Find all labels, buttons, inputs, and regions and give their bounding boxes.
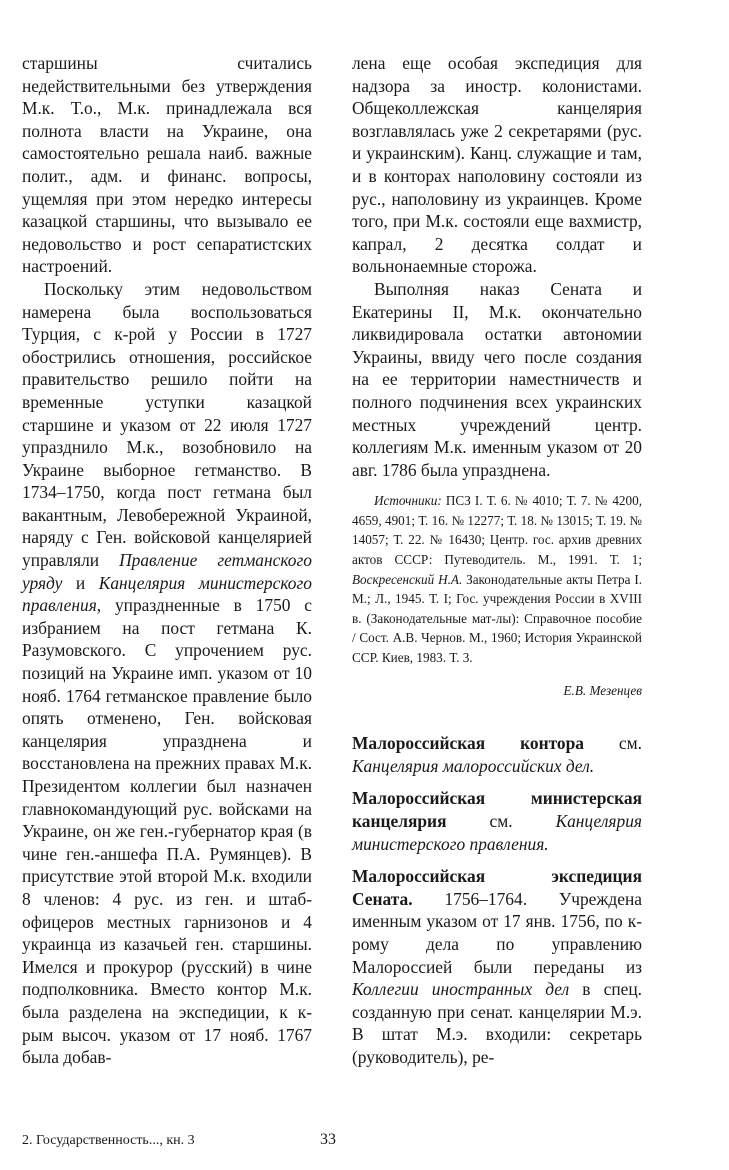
- entry-headword: Малороссийская министерская канцелярия: [352, 788, 642, 831]
- italic-term: Правление гетманского уряду: [22, 550, 312, 593]
- article-author: Е.В. Мезенцев: [563, 682, 642, 698]
- italic-term: Коллегии иностранных дел: [352, 979, 570, 1000]
- entry-headword: Малороссийская контора: [352, 733, 584, 754]
- paragraph: Выполняя наказ Сената и Екатерины II, М.к. окончательно ликвидировала остатки автономии Украины, ввиду чего после создания на ее территории наместничеств и полного подчинения всех украинских местных учреждений центр. коллегиям М.к. именным указом от 20 авг. 1786 была упразднена.: [352, 278, 642, 480]
- entry-headword: Малороссийская экспедиция Сената.: [352, 866, 642, 909]
- paragraph: Поскольку этим недовольством намерена была воспользоваться Турция, с к-рой у России в 1727 обострились отношения, российское правительство решило пойти на временные уступки казацкой старшине и указом от 22 июля 1727 упразднило М.к., возобновило на Украине выборное гетманство. В 1734–1750, когда пост гетмана был вакантным, Левобережной Украиной, наряду с Ген. войсковой канцелярией управляли Правление гетманского уряду и Канцелярия министерского правления, упраздненные в 1750 с избранием на пост гетмана К. Разумовского. С упрочением рус. позиций на Украине имп. указом от 10 нояб. 1764 гетманское правление было опять отменено, Ген. войсковая канцелярия упразднена и восстановлена на прежних правах М.к. Президентом коллегии был назначен главнокомандующий рус. войсками на Украине, он же ген.-губернатор края (в чине ген.-аншефа П.А. Румянцев). В присутствие этой второй М.к. входили 8 членов: 4 рус. из ген. и штаб-офицеров местных гарнизонов и 4 украинца из казачьей ген. старшины. Имелся и прокурор (русский) в чине подполковника. Вместо контор М.к. была разделена на экспедиции, к к-рым высоч. указом от 17 нояб. 1767 была добав-: [22, 278, 312, 1068]
- paragraph: лена еще особая экспедиция для надзора за иностр. колонистами. Общеколлежская канцелярия возглавлялась уже 2 секретарями (рус. и украинским). Канц. служащие и там, и в конторах наполовину состояли из рус., наполовину из украинцев. Кроме того, при М.к. состояли еще вахмистр, капрал, 2 десятка солдат и вольнонаемные сторожа.: [352, 53, 642, 277]
- dictionary-entry: Малороссийская экспедиция Сената. 1756–1764. Учреждена именным указом от 17 янв. 1756, по к-рому дела по управлению Малороссией были переданы из Коллегии иностранных дел в спец. созданную при сенат. канцелярии М.э. В штат М.э. входили: секретарь (руководитель), ре-: [352, 866, 642, 1067]
- page-number: 33: [320, 1131, 336, 1148]
- left-column: [22, 52, 312, 1069]
- dictionary-entry: Малороссийская контора см. Канцелярия малороссийских дел.: [352, 733, 642, 776]
- footer-signature: 2. Государственность..., кн. 3: [22, 1133, 195, 1148]
- sources-label: Источники:: [374, 493, 442, 509]
- cross-reference: Канцелярия малороссийских дел.: [352, 755, 595, 776]
- sources: Источники: ПСЗ I. Т. 6. № 4010; Т. 7. № 4200, 4659, 4901; Т. 16. № 12277; Т. 18. № 13015; Т. 19. № 14057; Т. 22. № 16430; Центр. гос. архив древних актов СССР: Путеводитель. М., 1991. Т. 1; Воскресенский Н.А. Законодательные акты Петра I. М.; Л., 1945. Т. I; Гос. учреждения России в XVIII в. (Законодательные мат-лы): Справочное пособие / Сост. А.В. Чернов. М., 1960; История Украинской ССР. Киев, 1983. Т. 3.: [352, 493, 643, 666]
- dictionary-entry: Малороссийская министерская канцелярия см. Канцелярия министерского правления.: [352, 788, 642, 854]
- italic-author: Воскресенский Н.А.: [352, 571, 463, 587]
- italic-term: Канцелярия министерского правления: [22, 572, 312, 616]
- paragraph: старшины считались недействительными без утверждения М.к. Т.о., М.к. принадлежала вся полнота власти на Украине, она самостоятельно решала наиб. важные полит., адм. и финанс. вопросы, ущемляя при этом нередко интересы казацкой старшины, что вызывало ее недовольство и рост сепаратистских настроений.: [22, 53, 312, 277]
- cross-reference: Канцелярия министерского правления.: [352, 811, 642, 854]
- right-column: [352, 52, 642, 1069]
